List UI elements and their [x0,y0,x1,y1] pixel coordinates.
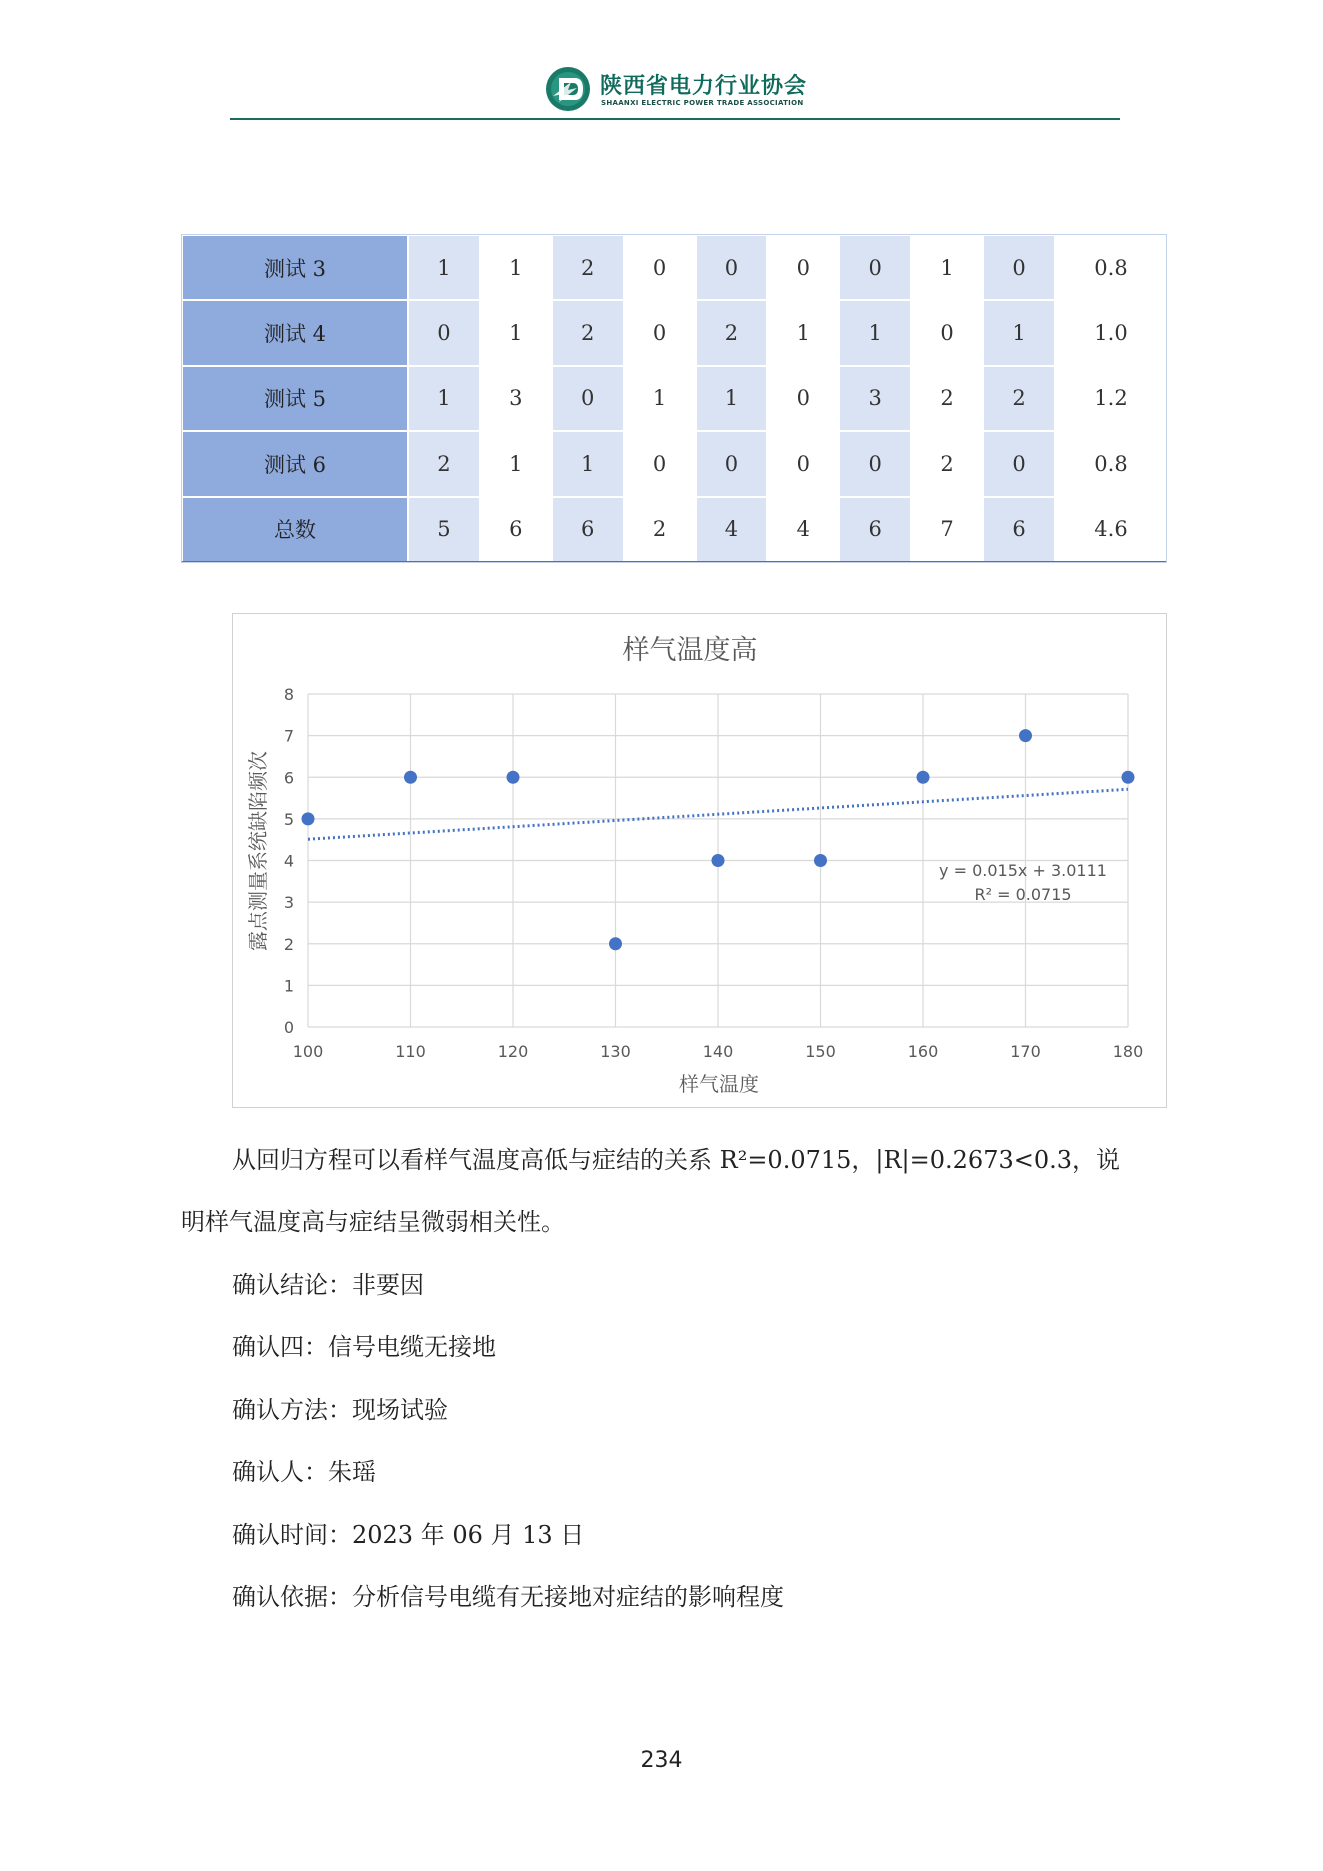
table-cell: 1 [624,366,696,431]
table-cell-average: 1.2 [1055,366,1167,431]
scatter-point [1019,729,1032,742]
x-tick-label: 100 [292,1042,324,1061]
scatter-point [712,854,725,867]
x-tick-label: 120 [497,1042,529,1061]
x-tick-label: 140 [702,1042,734,1061]
table-cell: 2 [552,235,624,300]
table-cell-average: 4.6 [1055,497,1167,562]
table-cell: 4 [696,497,768,562]
table-cell: 7 [911,497,983,562]
table-row [182,235,1167,300]
table-cell: 1 [839,300,911,365]
y-tick-label: 6 [283,768,294,788]
table-cell: 2 [624,497,696,562]
table-cell: 2 [911,366,983,431]
scatter-point [507,771,520,784]
y-tick-label: 4 [283,851,294,871]
scatter-chart [232,613,1167,1108]
table-cell: 0 [624,300,696,365]
table-cell: 5 [408,497,480,562]
page-number: 234 [640,1748,683,1773]
table-row [182,497,1167,562]
table-cell: 1 [408,366,480,431]
org-name-cn: 陕西省电力行业协会 [600,74,808,99]
scatter-point [404,771,417,784]
scatter-point [814,854,827,867]
y-tick-label: 8 [283,685,294,704]
x-tick-label: 150 [805,1042,836,1061]
table-cell: 1 [480,431,552,496]
confirm-time: 确认时间：2023 年 06 月 13 日 [232,1521,585,1549]
table-cell: 0 [696,235,768,300]
table-cell-average: 1.0 [1055,300,1167,365]
page-header [230,62,1120,122]
x-tick-label: 130 [600,1042,631,1061]
table-cell: 6 [983,497,1055,562]
table-cell: 1 [767,300,839,365]
x-tick-label: 160 [907,1042,939,1061]
table-cell: 4 [767,497,839,562]
table-row [182,366,1167,431]
association-logo-icon [545,66,591,112]
defect-frequency-table [181,234,1167,563]
y-tick-label: 0 [283,1018,294,1037]
table-cell: 3 [480,366,552,431]
scatter-chart-svg [233,614,1168,1109]
trendline-equation: y = 0.015x + 3.0111 [939,861,1107,880]
analysis-paragraph-line1: 从回归方程可以看样气温度高低与症结的关系 R²=0.0715，|R|=0.2673<0.3，说 [232,1146,1121,1174]
table-cell: 0 [983,431,1055,496]
table-cell: 2 [983,366,1055,431]
table-cell: 2 [696,300,768,365]
table-cell-average: 0.8 [1055,235,1167,300]
table-cell: 0 [552,366,624,431]
table-cell: 1 [408,235,480,300]
table-cell: 0 [983,235,1055,300]
header-divider [230,118,1120,120]
scatter-point [1122,771,1135,784]
table-cell: 1 [552,431,624,496]
table-cell: 0 [911,300,983,365]
analysis-paragraph-line2: 明样气温度高与症结呈微弱相关性。 [181,1208,565,1236]
confirm-item-four: 确认四：信号电缆无接地 [232,1333,496,1361]
table-cell: 0 [624,431,696,496]
table-cell: 2 [552,300,624,365]
y-tick-label: 5 [283,809,294,829]
table-cell-average: 0.8 [1055,431,1167,496]
table-cell: 3 [839,366,911,431]
table-cell: 0 [408,300,480,365]
table-cell: 6 [552,497,624,562]
table-cell: 2 [408,431,480,496]
confirm-person: 确认人：朱瑶 [232,1458,376,1486]
y-tick-label: 1 [283,976,294,996]
y-tick-label: 3 [283,893,294,913]
table-cell: 1 [696,366,768,431]
table-cell: 0 [839,431,911,496]
table-cell: 0 [767,235,839,300]
table-cell: 0 [624,235,696,300]
row-label: 总数 [182,497,408,562]
table-cell: 0 [767,366,839,431]
row-label: 测试 5 [182,366,408,431]
x-tick-label: 170 [1010,1042,1041,1061]
table-cell: 1 [983,300,1055,365]
chart-title: 样气温度高 [622,635,758,666]
confirm-basis: 确认依据：分析信号电缆有无接地对症结的影响程度 [232,1583,784,1611]
org-name-en: SHAANXI ELECTRIC POWER TRADE ASSOCIATION [601,99,804,107]
table-cell: 1 [911,235,983,300]
scatter-point [302,812,315,825]
table-cell: 6 [839,497,911,562]
confirm-method: 确认方法：现场试验 [232,1396,448,1424]
x-tick-label: 110 [395,1042,426,1061]
x-axis-label: 样气温度 [679,1072,759,1096]
scatter-point [917,771,930,784]
table-row [182,300,1167,365]
x-tick-label: 180 [1112,1042,1144,1061]
trendline-r-squared: R² = 0.0715 [974,885,1072,904]
table-cell: 0 [767,431,839,496]
table-row [182,431,1167,496]
confirm-conclusion: 确认结论：非要因 [232,1271,424,1299]
table-cell: 0 [696,431,768,496]
table-cell: 6 [480,497,552,562]
scatter-point [609,937,622,950]
table-cell: 1 [480,235,552,300]
y-axis-label: 露点测量系统缺陷频次 [246,751,270,951]
row-label: 测试 3 [182,235,408,300]
y-tick-label: 7 [283,726,294,746]
row-label: 测试 4 [182,300,408,365]
y-tick-label: 2 [283,934,294,954]
table-cell: 0 [839,235,911,300]
table-cell: 1 [480,300,552,365]
table-cell: 2 [911,431,983,496]
row-label: 测试 6 [182,431,408,496]
